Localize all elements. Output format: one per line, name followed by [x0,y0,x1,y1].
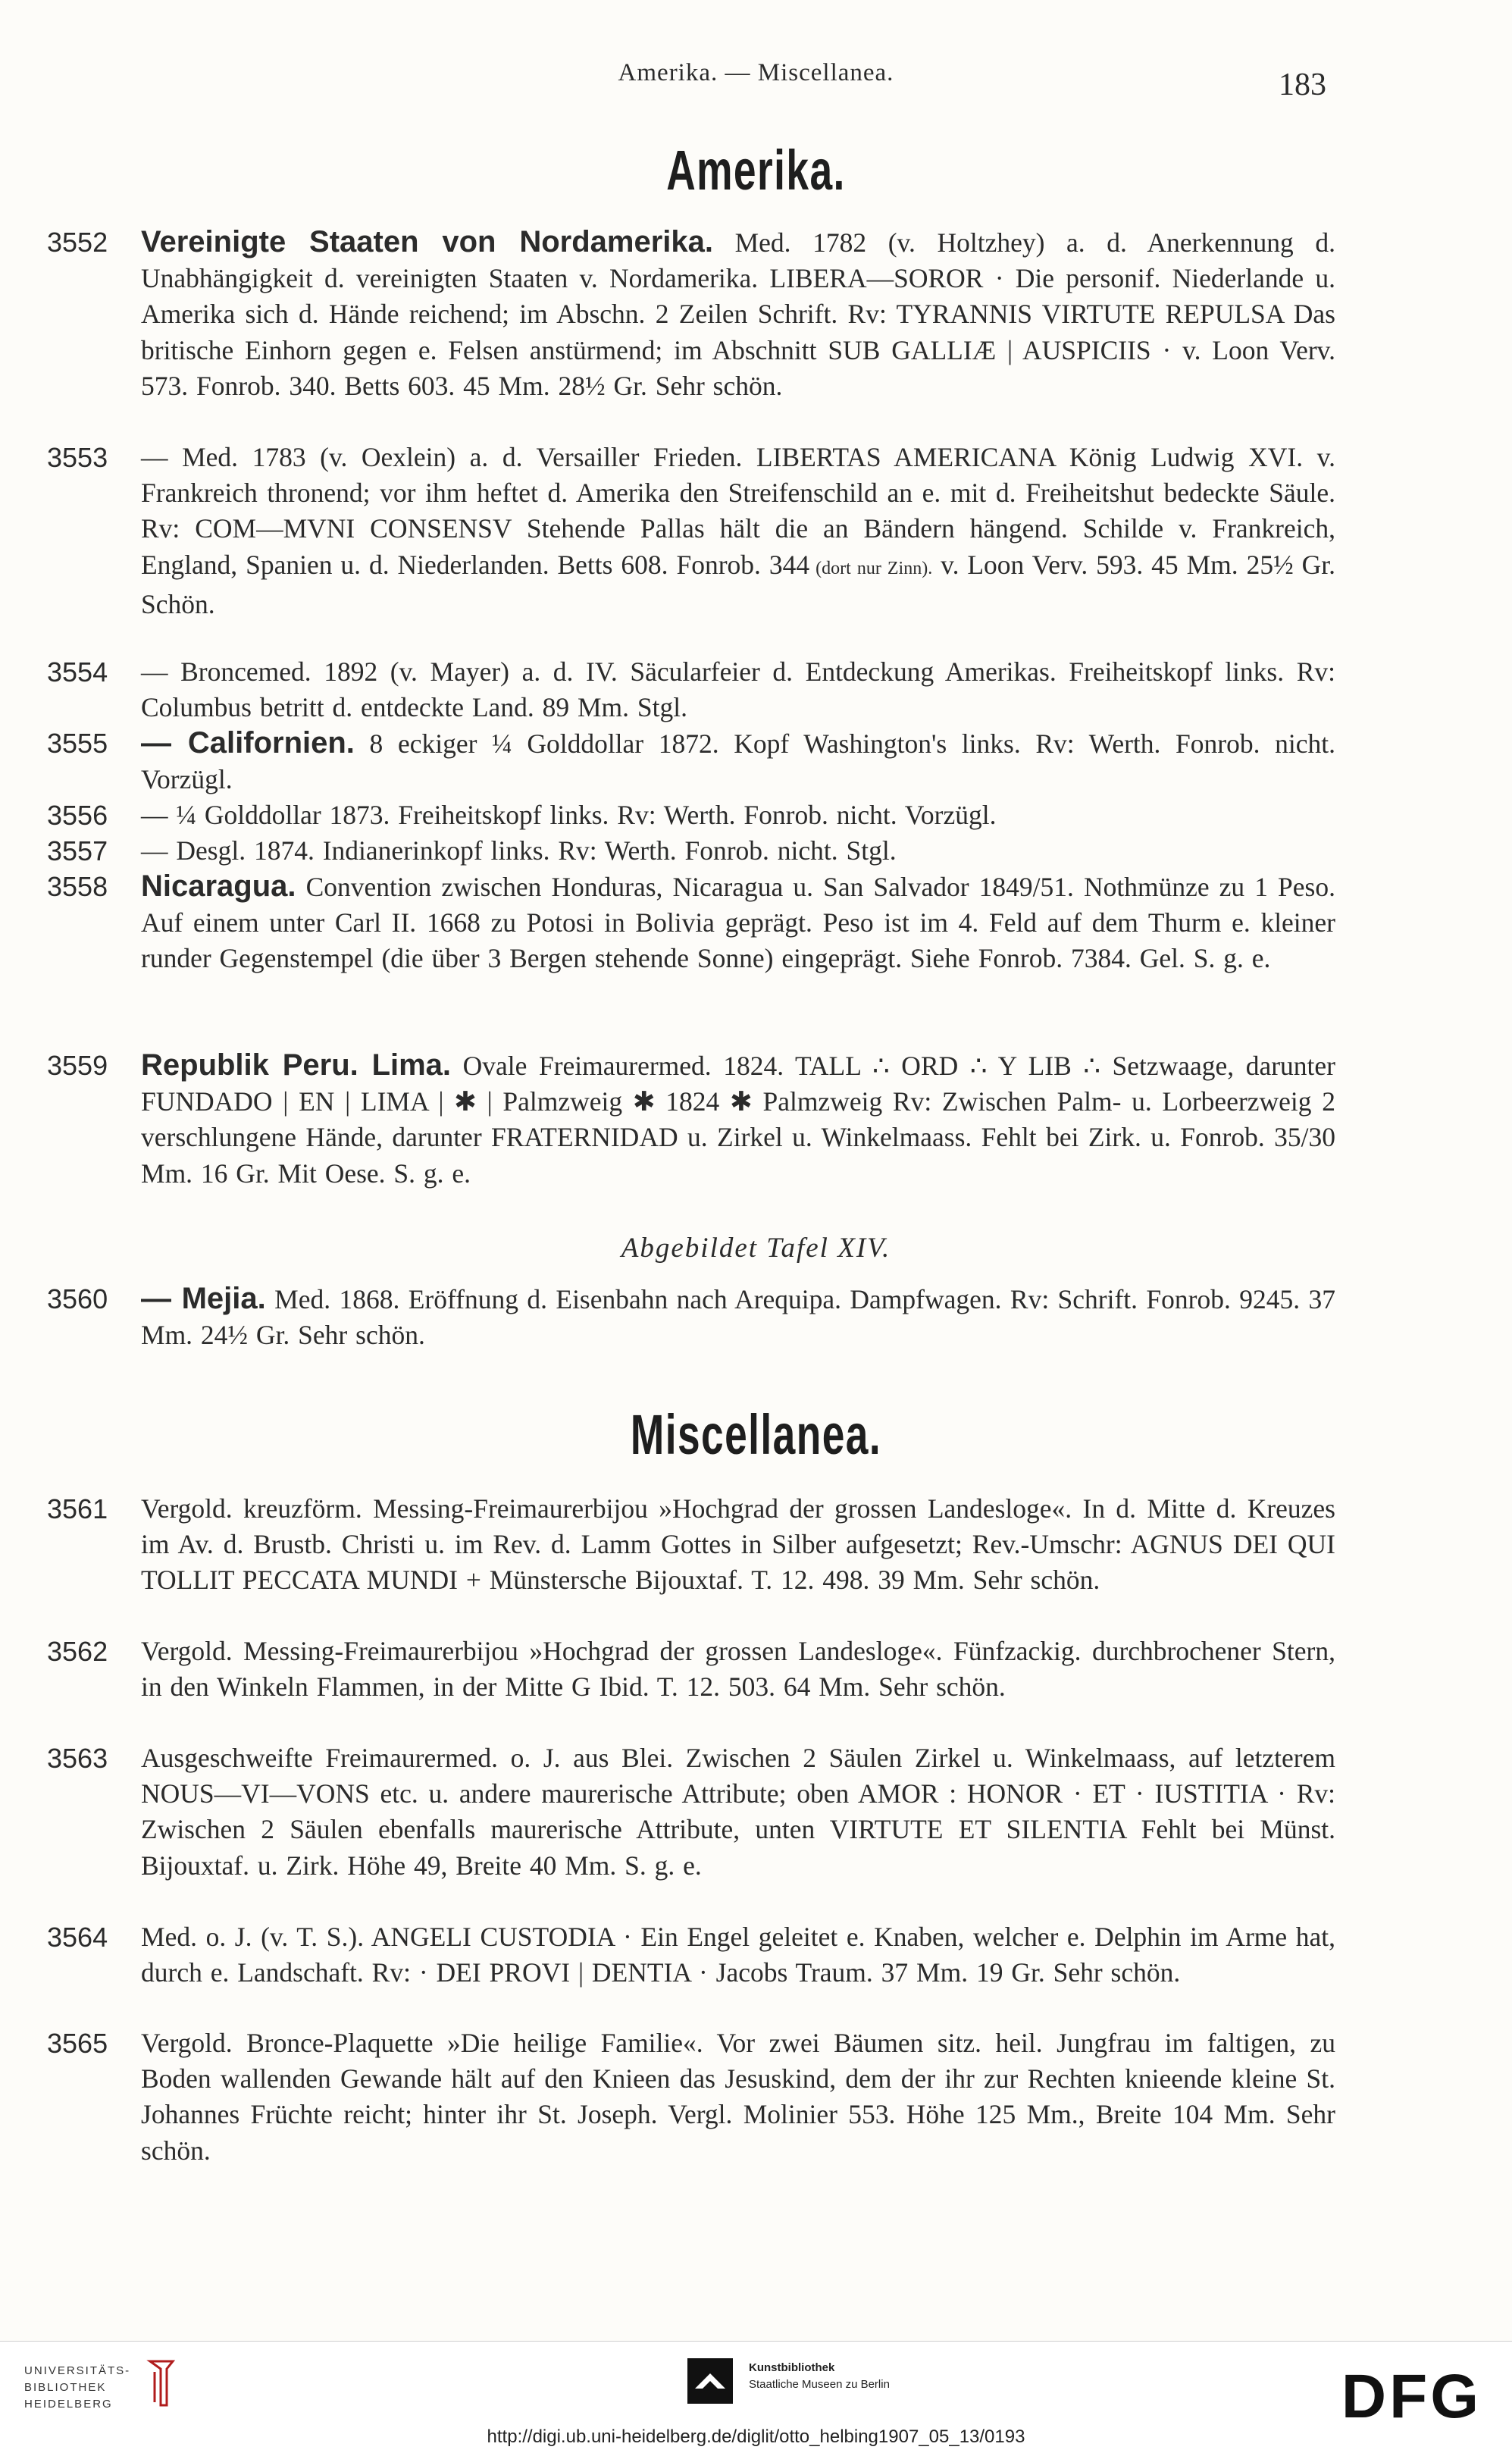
entry-text: Convention zwischen Honduras, Nicaragua u. San Salvador 1849/51. Nothmünze zu 1 Peso. Auf einem unter Carl II. 1668 zu Potosi in Bolivia geprägt. Peso ist im 4. Feld auf dem Thurm e. kleiner runder Gegenstempel (die über 3 Bergen stehende Sonne) eingeprägt. Siehe Fonrob. 7384. Gel. S. g. e. [141,872,1335,974]
page-header [0,59,1512,105]
entry-heading: Nicaragua. [141,869,296,903]
entry-text: Med. 1868. Eröffnung d. Eisenbahn nach Arequipa. Dampfwagen. Rv: Schrift. Fonrob. 9245. 37 Mm. 24½ Gr. Sehr schön. [141,1284,1336,1351]
entry-3558 [47,869,1335,977]
entry-number: 3553 [47,442,108,473]
kb-subtitle: Staatliche Museen zu Berlin [749,2378,890,2391]
entry-3560 [47,1281,1335,1353]
entry-text: Vergold. kreuzförm. Messing-Freimaurerbijou »Hochgrad der grossen Landesloge«. In d. Mitte d. Kreuzes im Av. d. Brustb. Christi u. im Rev. d. Lamm Gottes in Silber aufgesetzt; Rev.-Umschr: AGNUS DEI QUI TOLLIT PECCATA MUNDI + Münstersche Bijouxtaf. T. 12. 498. 39 Mm. Sehr schön. [141,1493,1335,1596]
entry-text: 8 eckiger ¼ Golddollar 1872. Kopf Washington's links. Rv: Werth. Fonrob. nicht. Vorzügl. [141,728,1335,795]
entry-number: 3560 [47,1283,108,1314]
entry-number: 3558 [47,871,108,902]
entry-number: 3555 [47,728,108,759]
uni-name-line2: BIBLIOTHEK [24,2381,107,2394]
kb-name: Kunstbibliothek [749,2361,835,2374]
source-url[interactable]: http://digi.ub.uni-heidelberg.de/diglit/otto_helbing1907_05_13/0193 [487,2426,1025,2447]
uni-name-line3: HEIDELBERG [24,2398,113,2411]
entry-number: 3552 [47,227,108,258]
uni-name-line1: UNIVERSITÄTS- [24,2364,131,2377]
entry-text: — Med. 1783 (v. Oexlein) a. d. Versailler Frieden. LIBERTAS AMERICANA König Ludwig XVI. v. Frankreich thronend; vor ihm heftet d. Amerika den Streifenschild an e. mit d. Freiheitshut bedeckte Säule. Rv: COM—MVNI CONSENSV Stehende Pallas hält die an Bändern hängend. Schilde v. Frankreich, England, Spanien u. d. Niederlanden. Betts 608. Fonrob. 344 [141,442,1335,580]
entry-text: Ausgeschweifte Freimaurermed. o. J. aus Blei. Zwischen 2 Säulen Zirkel u. Winkelmaass, auf letzterem NOUS—VI—VONS etc. u. andere maurerische Attribute; oben AMOR : HONOR · ET · IUSTITIA · Rv: Zwischen 2 Säulen ebenfalls maurerische Attribute, unten VIRTUTE ET SILENTIA Fehlt bei Münst. Bijouxtaf. u. Zirk. Höhe 49, Breite 40 Mm. S. g. e. [141,1743,1335,1881]
entry-heading: Republik Peru. Lima. [141,1048,452,1082]
entry-number: 3563 [47,1743,108,1774]
page-number: 183 [1279,67,1326,102]
entry-3554 [47,654,1335,725]
entry-3565 [47,2025,1335,2169]
entry-number: 3554 [47,656,108,688]
running-head: Amerika. — Miscellanea. [618,59,894,86]
section-title-amerika: Amerika. [666,139,846,202]
kunstbibliothek-text [749,2360,890,2393]
entry-heading: — Mejia. [141,1282,266,1315]
entry-number: 3559 [47,1050,108,1081]
footer-bar [0,2341,1512,2453]
entry-3553 [47,440,1335,622]
university-library-logo[interactable] [24,2363,130,2413]
entry-note: (dort nur Zinn). [809,558,933,578]
entry-3564 [47,1919,1335,1991]
section-title-miscellanea: Miscellanea. [630,1403,882,1466]
entry-heading: — Californien. [141,726,355,760]
plate-caption: Abgebildet Tafel XIV. [621,1233,891,1264]
entry-text: Med. o. J. (v. T. S.). ANGELI CUSTODIA · Ein Engel geleitet e. Knaben, welcher e. Delphin im Arme hat, durch e. Landschaft. Rv: · DEI PROVI | DENTIA · Jacobs Traum. 37 Mm. 19 Gr. Sehr schön. [141,1922,1335,1988]
entry-3557 [47,833,1335,869]
university-emblem-icon [144,2357,179,2410]
entry-3559 [47,1048,1335,1192]
entry-heading: Vereinigte Staaten von Nordamerika. [141,225,713,258]
entry-number: 3564 [47,1922,108,1953]
entry-text: — Desgl. 1874. Indianerinkopf links. Rv: Werth. Fonrob. nicht. Stgl. [141,835,897,866]
entry-3556 [47,797,1335,833]
entry-number: 3556 [47,800,108,831]
entry-number: 3562 [47,1636,108,1667]
entry-text: Vergold. Bronce-Plaquette »Die heilige Familie«. Vor zwei Bäumen sitz. heil. Jungfrau im faltigen, zu Boden wallenden Gewande hält auf den Knieen das Jesuskind, dem der ihr zur Rechten knieende kleine St. Johannes Früchte reicht; hinter ihr St. Joseph. Vergl. Molinier 553. Höhe 125 Mm., Breite 104 Mm. Sehr schön. [141,2028,1335,2166]
dfg-logo[interactable]: DFG [1341,2362,1482,2431]
kunstbibliothek-logo-icon[interactable] [687,2358,733,2404]
entry-3561 [47,1491,1335,1599]
entry-3552 [47,224,1335,404]
entry-3555 [47,725,1335,797]
entry-text: — Broncemed. 1892 (v. Mayer) a. d. IV. Säcularfeier d. Entdeckung Amerikas. Freiheitskopf links. Rv: Columbus betritt d. entdeckte Land. 89 Mm. Stgl. [141,656,1335,723]
entry-text: Vergold. Messing-Freimaurerbijou »Hochgrad der grossen Landesloge«. Fünfzackig. durchbrochener Stern, in den Winkeln Flammen, in der Mitte G Ibid. T. 12. 503. 64 Mm. Sehr schön. [141,1636,1335,1703]
entry-number: 3565 [47,2028,108,2059]
entry-number: 3557 [47,835,108,866]
entry-number: 3561 [47,1493,108,1524]
entry-3563 [47,1740,1335,1884]
entry-text-cont: v. Loon Verv. 593. 45 Mm. 25½ Gr. Schön. [141,549,1335,619]
entry-text: Med. 1782 (v. Holtzhey) a. d. Anerkennung d. Unabhängigkeit d. vereinigten Staaten v. Nordamerika. LIBERA—SOROR · Die personif. Niederlande u. Amerika sich d. Hände reichend; im Abschn. 2 Zeilen Schrift. Rv: TYRANNIS VIRTUTE REPULSA Das britische Einhorn gegen e. Felsen anstürmend; im Abschnitt SUB GALLIÆ | AUSPICIIS · v. Loon Verv. 573. Fonrob. 340. Betts 603. 45 Mm. 28½ Gr. Sehr schön. [141,227,1335,401]
entry-3562 [47,1634,1335,1705]
entry-text: — ¼ Golddollar 1873. Freiheitskopf links. Rv: Werth. Fonrob. nicht. Vorzügl. [141,800,997,830]
entry-text: Ovale Freimaurermed. 1824. TALL ∴ ORD ∴ Y LIB ∴ Setzwaage, darunter FUNDADO | EN | LIMA | ✱ | Palmzweig ✱ 1824 ✱ Palmzweig Rv: Zwischen Palm- u. Lorbeerzweig 2 verschlungene Hände, darunter FRATERNIDAD u. Zirkel u. Winkelmaass. Fehlt bei Zirk. u. Fonrob. 35/30 Mm. 16 Gr. Mit Oese. S. g. e. [141,1051,1335,1189]
